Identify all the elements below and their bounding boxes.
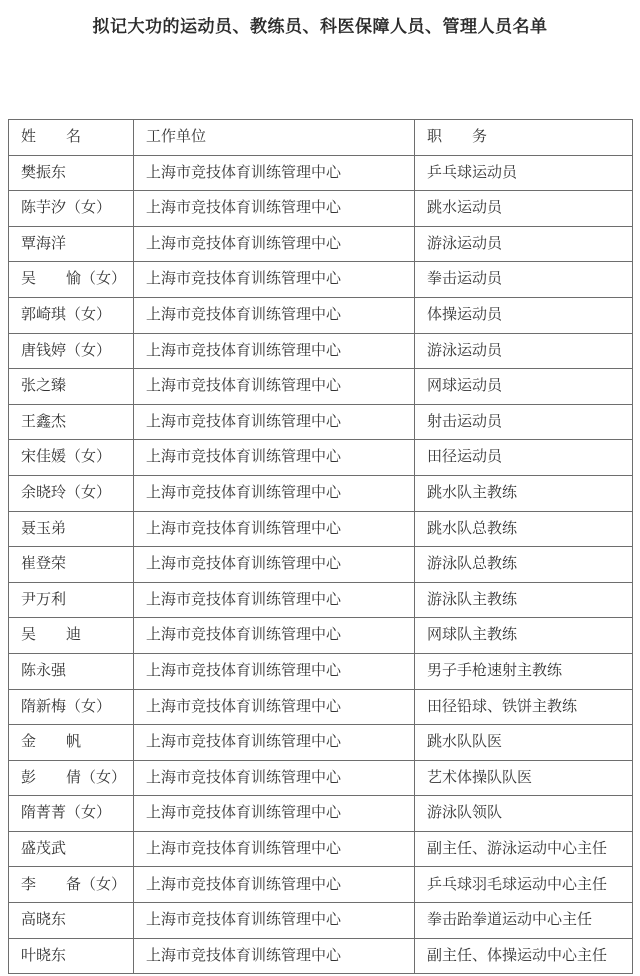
cell-name: 李 备（女）: [9, 867, 134, 903]
cell-position: 艺术体操队队医: [415, 760, 633, 796]
cell-name: 高晓东: [9, 903, 134, 939]
cell-unit: 上海市竞技体育训练管理中心: [134, 297, 415, 333]
cell-position: 男子手枪速射主教练: [415, 653, 633, 689]
table-row: [9, 547, 633, 583]
roster-table: [8, 119, 633, 974]
cell-unit: 上海市竞技体育训练管理中心: [134, 618, 415, 654]
cell-position: 跳水队主教练: [415, 475, 633, 511]
cell-position: 田径铅球、铁饼主教练: [415, 689, 633, 725]
table-row: [9, 155, 633, 191]
table-row: [9, 369, 633, 405]
table-row: [9, 511, 633, 547]
cell-position: 游泳队领队: [415, 796, 633, 832]
cell-name: 金 帆: [9, 725, 134, 761]
header-cell-name: 姓 名: [9, 120, 134, 156]
cell-name: 彭 倩（女）: [9, 760, 134, 796]
cell-unit: 上海市竞技体育训练管理中心: [134, 191, 415, 227]
table-row: [9, 903, 633, 939]
roster-table-body: [9, 155, 633, 974]
table-row: [9, 618, 633, 654]
cell-name: 张之臻: [9, 369, 134, 405]
table-row: [9, 404, 633, 440]
cell-position: 乒乓球羽毛球运动中心主任: [415, 867, 633, 903]
table-row: [9, 831, 633, 867]
cell-name: 陈永强: [9, 653, 134, 689]
cell-unit: 上海市竞技体育训练管理中心: [134, 903, 415, 939]
cell-unit: 上海市竞技体育训练管理中心: [134, 867, 415, 903]
header-cell-unit: 工作单位: [134, 120, 415, 156]
table-row: [9, 226, 633, 262]
cell-name: 盛茂武: [9, 831, 134, 867]
table-row: [9, 796, 633, 832]
cell-position: 游泳运动员: [415, 226, 633, 262]
header-cell-position: 职 务: [415, 120, 633, 156]
cell-unit: 上海市竞技体育训练管理中心: [134, 653, 415, 689]
table-row: [9, 867, 633, 903]
cell-name: 宋佳媛（女）: [9, 440, 134, 476]
cell-unit: 上海市竞技体育训练管理中心: [134, 262, 415, 298]
table-row: [9, 689, 633, 725]
table-row: [9, 440, 633, 476]
table-row: [9, 653, 633, 689]
cell-unit: 上海市竞技体育训练管理中心: [134, 689, 415, 725]
table-row: [9, 475, 633, 511]
cell-position: 游泳队主教练: [415, 582, 633, 618]
cell-unit: 上海市竞技体育训练管理中心: [134, 760, 415, 796]
cell-unit: 上海市竞技体育训练管理中心: [134, 333, 415, 369]
cell-name: 陈芋汐（女）: [9, 191, 134, 227]
cell-name: 吴 迪: [9, 618, 134, 654]
table-row: [9, 297, 633, 333]
header-row: [9, 120, 633, 156]
cell-name: 覃海洋: [9, 226, 134, 262]
page-title: 拟记大功的运动员、教练员、科医保障人员、管理人员名单: [92, 17, 548, 36]
cell-name: 聂玉弟: [9, 511, 134, 547]
cell-position: 田径运动员: [415, 440, 633, 476]
cell-position: 跳水运动员: [415, 191, 633, 227]
table-row: [9, 582, 633, 618]
table-row: [9, 938, 633, 974]
cell-unit: 上海市竞技体育训练管理中心: [134, 404, 415, 440]
cell-name: 吴 愉（女）: [9, 262, 134, 298]
cell-unit: 上海市竞技体育训练管理中心: [134, 511, 415, 547]
cell-position: 跳水队总教练: [415, 511, 633, 547]
roster-table-header: [9, 120, 633, 156]
cell-unit: 上海市竞技体育训练管理中心: [134, 475, 415, 511]
cell-position: 拳击跆拳道运动中心主任: [415, 903, 633, 939]
cell-unit: 上海市竞技体育训练管理中心: [134, 226, 415, 262]
cell-name: 郭崎琪（女）: [9, 297, 134, 333]
cell-position: 游泳运动员: [415, 333, 633, 369]
table-row: [9, 191, 633, 227]
cell-position: 网球运动员: [415, 369, 633, 405]
table-row: [9, 725, 633, 761]
cell-name: 叶晓东: [9, 938, 134, 974]
cell-position: 副主任、体操运动中心主任: [415, 938, 633, 974]
cell-name: 唐钱婷（女）: [9, 333, 134, 369]
cell-position: 体操运动员: [415, 297, 633, 333]
cell-unit: 上海市竞技体育训练管理中心: [134, 582, 415, 618]
cell-unit: 上海市竞技体育训练管理中心: [134, 938, 415, 974]
cell-position: 射击运动员: [415, 404, 633, 440]
table-row: [9, 760, 633, 796]
table-row: [9, 333, 633, 369]
cell-position: 乒乓球运动员: [415, 155, 633, 191]
cell-name: 王鑫杰: [9, 404, 134, 440]
cell-unit: 上海市竞技体育训练管理中心: [134, 725, 415, 761]
cell-name: 崔登荣: [9, 547, 134, 583]
cell-unit: 上海市竞技体育训练管理中心: [134, 155, 415, 191]
cell-position: 跳水队队医: [415, 725, 633, 761]
cell-unit: 上海市竞技体育训练管理中心: [134, 796, 415, 832]
cell-unit: 上海市竞技体育训练管理中心: [134, 440, 415, 476]
cell-name: 尹万利: [9, 582, 134, 618]
cell-name: 樊振东: [9, 155, 134, 191]
cell-unit: 上海市竞技体育训练管理中心: [134, 369, 415, 405]
cell-unit: 上海市竞技体育训练管理中心: [134, 547, 415, 583]
cell-name: 隋菁菁（女）: [9, 796, 134, 832]
cell-position: 副主任、游泳运动中心主任: [415, 831, 633, 867]
cell-name: 隋新梅（女）: [9, 689, 134, 725]
cell-position: 拳击运动员: [415, 262, 633, 298]
cell-position: 游泳队总教练: [415, 547, 633, 583]
cell-name: 余晓玲（女）: [9, 475, 134, 511]
cell-position: 网球队主教练: [415, 618, 633, 654]
cell-unit: 上海市竞技体育训练管理中心: [134, 831, 415, 867]
table-row: [9, 262, 633, 298]
